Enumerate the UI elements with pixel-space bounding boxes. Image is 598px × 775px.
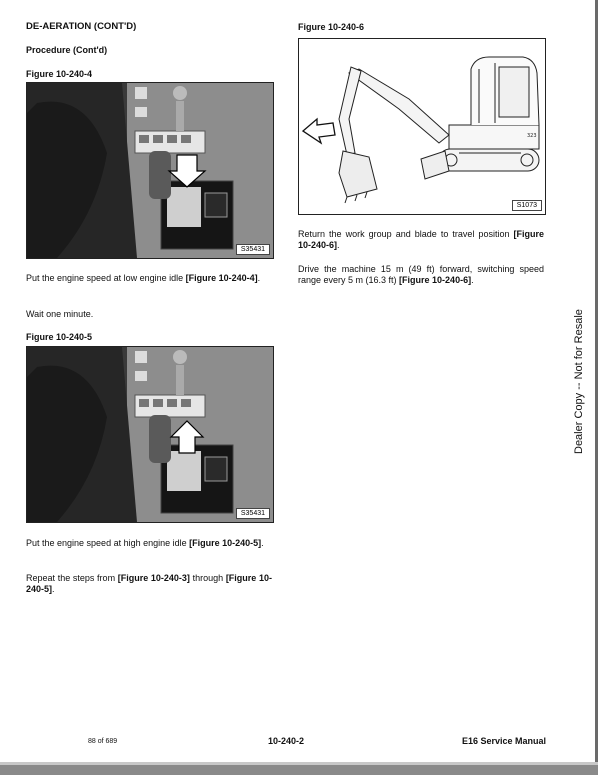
section-title: DE-AERATION (CONT'D) — [26, 21, 137, 32]
figure-reference: [Figure 10-240-4] — [185, 273, 258, 283]
figure-5-caption: Figure 10-240-5 — [26, 332, 93, 342]
figure-reference: [Figure 10-240-3] — [117, 573, 190, 583]
figure-6-photo-id: S1073 — [512, 200, 542, 211]
figure-5-photo-id: S35431 — [236, 508, 270, 519]
figure-6-caption: Figure 10-240-6 — [298, 22, 365, 32]
page-count: 88 of 689 — [88, 738, 118, 745]
svg-text:323: 323 — [527, 133, 537, 139]
page-number: 10-240-2 — [268, 736, 305, 746]
figure-6-drawing — [298, 38, 546, 215]
paragraph-repeat-steps: Repeat the steps from [Figure 10-240-3] through [Figure 10-240-5]. — [26, 573, 272, 594]
figure-4-caption: Figure 10-240-4 — [26, 69, 93, 79]
paragraph-drive-machine: Drive the machine 15 m (49 ft) forward, switching speed range every 5 m (16.3 ft) [Figure 10-240-6]. — [298, 264, 544, 285]
paragraph-high-idle: Put the engine speed at high engine idle [Figure 10-240-5]. — [26, 538, 264, 548]
figure-reference: [Figure 10-240-5] — [26, 573, 272, 594]
paragraph-low-idle: Put the engine speed at low engine idle [Figure 10-240-4]. — [26, 273, 261, 283]
figure-4-photo-id: S35431 — [236, 244, 270, 255]
paragraph-travel-position: Return the work group and blade to travel position [Figure 10-240-6]. — [298, 229, 544, 250]
figure-5-photo — [26, 346, 274, 523]
procedure-heading: Procedure (Cont'd) — [26, 45, 108, 55]
figure-reference: [Figure 10-240-6] — [298, 229, 544, 250]
figure-4-photo — [26, 82, 274, 259]
watermark-side-note: Dealer Copy -- Not for Resale — [573, 309, 585, 454]
figure-reference: [Figure 10-240-5] — [189, 538, 262, 548]
manual-title: E16 Service Manual — [462, 736, 547, 746]
page-edge-bottom — [0, 762, 598, 775]
figure-reference: [Figure 10-240-6] — [399, 275, 472, 285]
paragraph-wait: Wait one minute. — [26, 309, 94, 319]
